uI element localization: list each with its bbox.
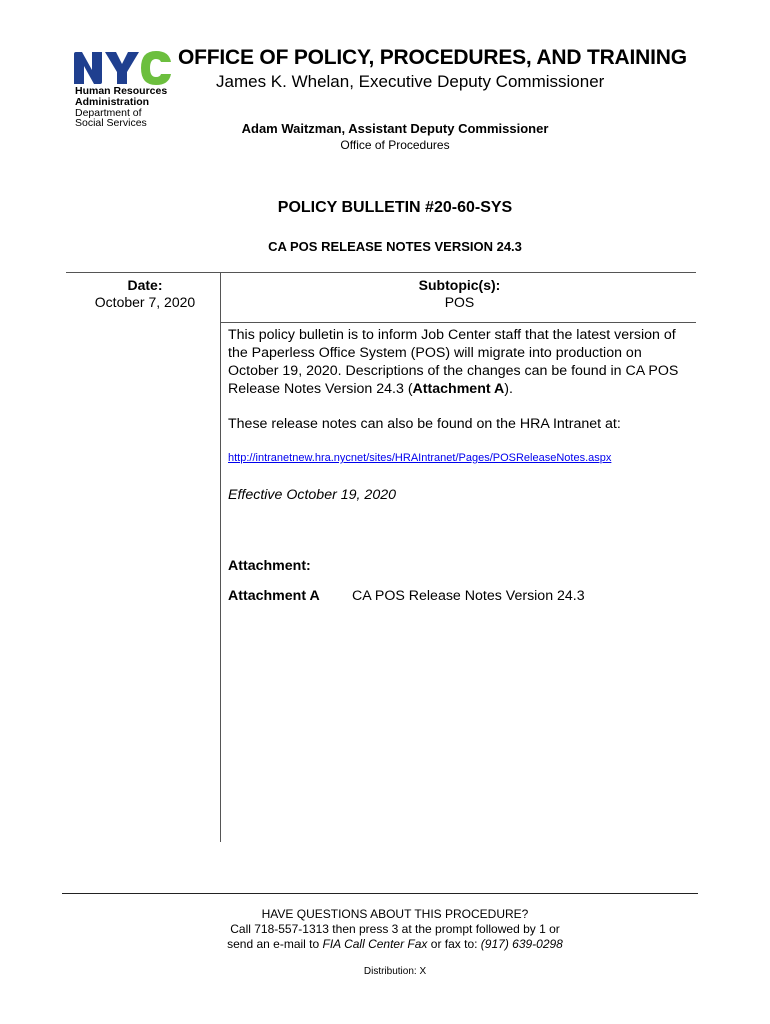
footer-question: HAVE QUESTIONS ABOUT THIS PROCEDURE? [261,907,529,921]
footer-send-mid: or fax to: [427,937,481,951]
effective-date: Effective October 19, 2020 [228,487,396,503]
footer-rule [62,893,698,894]
office-title: OFFICE OF POLICY, PROCEDURES, AND TRAINING [178,46,687,69]
distribution: Distribution: X [363,966,427,977]
office-name: Office of Procedures [340,138,450,152]
date-value: October 7, 2020 [94,294,196,310]
body-paragraph-1-end: ). [504,381,513,397]
attachment-name: Attachment A [228,588,320,604]
logo-line-1: Human Resources [75,85,168,97]
footer-fax-number: (917) 639-0298 [480,937,563,951]
attachment-a-reference: Attachment A [412,381,505,397]
intranet-link[interactable]: http://intranetnew.hra.nycnet/sites/HRAIntranet/Pages/POSReleaseNotes.aspx [228,452,612,464]
table-top-rule [66,272,696,273]
body-paragraph-1-text: This policy bulletin is to inform Job Center staff that the latest version of the Paperless Office System (POS) will migrate into production on October 19, 2020. Descriptions of the changes can be found in CA POS Release Notes Version 24.3 ( [228,327,679,397]
footer-call: Call 718-557-1313 then press 3 at the prompt followed by 1 or [230,922,560,936]
body-paragraph-1 [228,326,693,398]
assistant-commissioner: Adam Waitzman, Assistant Deputy Commissioner [241,121,549,136]
attachment-description: CA POS Release Notes Version 24.3 [352,588,585,604]
bulletin-number: POLICY BULLETIN #20-60-SYS [277,199,513,216]
table-header-rule [220,322,696,323]
footer-contact [0,937,770,951]
subtopic-label: Subtopic(s): [418,277,501,293]
executive-commissioner: James K. Whelan, Executive Deputy Commissioner [216,72,605,91]
footer-send-pre: send an e-mail to [227,937,323,951]
logo-line-4: Social Services [75,117,147,129]
body-paragraph-2: These release notes can also be found on the HRA Intranet at: [228,416,621,432]
bulletin-subject: CA POS RELEASE NOTES VERSION 24.3 [268,239,522,254]
subtopic-value: POS [444,294,475,310]
logo-line-3: Department of [75,107,142,119]
nyc-logo-icon [72,50,172,86]
footer-email-name: FIA Call Center Fax [322,937,428,951]
date-label: Date: [127,277,163,293]
table-column-divider [220,272,221,842]
logo-line-2: Administration [75,96,150,108]
nyc-hra-logo [72,50,174,130]
attachment-heading: Attachment: [228,558,311,574]
